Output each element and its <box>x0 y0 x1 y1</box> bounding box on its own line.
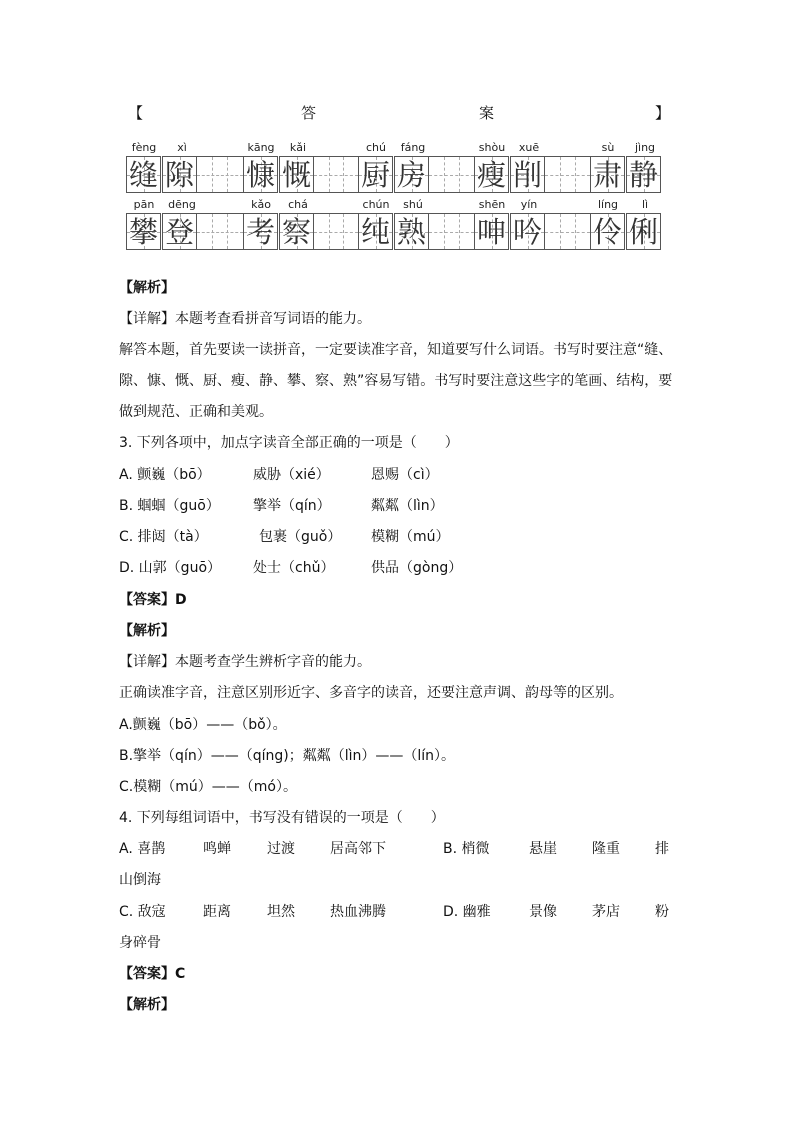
paragraph-line: 隙、慷、慨、厨、瘦、静、攀、察、熟”容易写错。书写时要注意这些字的笔画、结构，要 <box>119 373 673 389</box>
option-text: 茅店 <box>592 904 620 920</box>
option-text: 粉 <box>655 904 669 920</box>
hanzi: 肃 <box>592 158 622 192</box>
option-text: 鸣蝉 <box>203 841 231 857</box>
option-text: 包裹（guǒ） <box>259 529 342 545</box>
hanzi: 吟 <box>512 215 542 249</box>
pinyin: fáng <box>400 141 426 154</box>
hanzi: 缝 <box>128 158 158 192</box>
grid-gap <box>197 213 243 250</box>
pinyin: líng <box>597 198 619 211</box>
grid-gap <box>314 156 358 193</box>
char-box <box>279 156 314 193</box>
pinyin: chún <box>362 198 390 211</box>
pinyin: pān <box>133 198 155 211</box>
answer-word-1: 答 <box>301 104 317 122</box>
section-label-analysis: 【解析】 <box>119 280 175 296</box>
hanzi: 俐 <box>628 215 658 249</box>
answer-label: 【答案】D <box>119 592 187 608</box>
char-box <box>243 213 278 250</box>
pinyin-grid-row-2 <box>126 198 664 254</box>
hanzi: 慨 <box>281 158 311 192</box>
detail-text: 【详解】本题考查学生辨析字音的能力。 <box>119 654 371 670</box>
hanzi: 削 <box>512 158 542 192</box>
paragraph-line: 身碎骨 <box>119 935 161 951</box>
detail-text: 【详解】本题考查看拼音写词语的能力。 <box>119 311 371 327</box>
char-box <box>394 156 429 193</box>
paragraph-line: C.模糊（mú）——（mó）。 <box>119 779 297 795</box>
paragraph-line: 正确读准字音，注意区别形近字、多音字的读音，还要注意声调、韵母等的区别。 <box>119 685 623 701</box>
hanzi: 瘦 <box>476 158 506 192</box>
pinyin: shú <box>403 198 423 211</box>
pinyin: kāng <box>247 141 275 154</box>
pinyin: kǎo <box>251 198 271 211</box>
option-text: 景像 <box>529 904 557 920</box>
char-box <box>279 213 314 250</box>
char-box <box>126 213 161 250</box>
hanzi: 呻 <box>476 215 506 249</box>
option-text: C. 排闼（tà） <box>119 529 208 545</box>
char-box <box>394 213 429 250</box>
option-text: B. 梢微 <box>443 841 490 857</box>
char-box <box>162 156 197 193</box>
section-label-analysis: 【解析】 <box>119 997 175 1013</box>
pinyin: fèng <box>131 141 157 154</box>
grid-gap <box>545 156 590 193</box>
answer-word-2: 案 <box>479 104 495 122</box>
pinyin: sù <box>601 141 615 154</box>
char-box <box>162 213 197 250</box>
option-text: 悬崖 <box>529 841 557 857</box>
hanzi: 静 <box>628 158 658 192</box>
paragraph-line: 做到规范、正确和美观。 <box>119 404 273 420</box>
grid-gap <box>429 156 474 193</box>
option-text: C. 敌寇 <box>119 904 166 920</box>
hanzi: 考 <box>245 215 275 249</box>
pinyin-grid-row-1 <box>126 141 664 197</box>
hanzi: 厨 <box>360 158 390 192</box>
option-text: 供品（gòng） <box>371 560 463 576</box>
char-box <box>510 156 545 193</box>
char-box <box>474 156 509 193</box>
answer-header <box>128 102 670 124</box>
bracket-left: 【 <box>128 104 144 122</box>
char-box <box>590 213 625 250</box>
option-text: D. 山郭（guō） <box>119 560 222 576</box>
option-text: 热血沸腾 <box>330 904 386 920</box>
char-box <box>510 213 545 250</box>
hanzi: 登 <box>164 215 194 249</box>
hanzi: 慷 <box>245 158 275 192</box>
paragraph-line: 解答本题，首先要读一读拼音，一定要读准字音，知道要写什么词语。书写时要注意“缝、 <box>119 342 673 358</box>
option-text: 隆重 <box>592 841 620 857</box>
pinyin: lì <box>641 198 649 211</box>
option-text: 居高邻下 <box>330 841 386 857</box>
option-text: 排 <box>655 841 669 857</box>
hanzi: 攀 <box>128 215 158 249</box>
option-text: 坦然 <box>267 904 295 920</box>
option-text: 威胁（xié） <box>253 467 330 483</box>
option-text: 恩赐（cì） <box>371 467 439 483</box>
char-box <box>474 213 509 250</box>
char-box <box>590 156 625 193</box>
option-text: 过渡 <box>267 841 295 857</box>
char-box <box>626 213 661 250</box>
grid-gap <box>545 213 590 250</box>
option-text: 粼粼（lìn） <box>371 498 444 514</box>
option-text: 距离 <box>203 904 231 920</box>
paragraph-line: 山倒海 <box>119 872 161 888</box>
question-3: 3. 下列各项中，加点字读音全部正确的一项是（ ） <box>119 435 459 451</box>
option-text: D. 幽雅 <box>443 904 491 920</box>
option-text: A. 喜鹊 <box>119 841 166 857</box>
pinyin: yín <box>520 198 538 211</box>
option-text: A. 颤巍（bō） <box>119 467 211 483</box>
pinyin: shòu <box>478 141 506 154</box>
pinyin: dēng <box>168 198 196 211</box>
grid-gap <box>429 213 474 250</box>
hanzi: 熟 <box>396 215 426 249</box>
pinyin: chá <box>288 198 308 211</box>
pinyin: jìng <box>634 141 656 154</box>
bracket-right: 】 <box>654 104 670 122</box>
char-box <box>126 156 161 193</box>
hanzi: 伶 <box>592 215 622 249</box>
pinyin: xì <box>177 141 187 154</box>
hanzi: 纯 <box>360 215 390 249</box>
char-box <box>243 156 278 193</box>
paragraph-line: B.擎举（qín）——（qíng)；粼粼（lìn）——（lín）。 <box>119 748 456 764</box>
pinyin: xuē <box>518 141 540 154</box>
option-text: B. 蝈蝈（guō） <box>119 498 220 514</box>
answer-label: 【答案】C <box>119 966 186 982</box>
grid-gap <box>314 213 358 250</box>
section-label-analysis: 【解析】 <box>119 623 175 639</box>
pinyin: shēn <box>478 198 506 211</box>
hanzi: 隙 <box>164 158 194 192</box>
question-4: 4. 下列每组词语中，书写没有错误的一项是（ ） <box>119 810 445 826</box>
pinyin: chú <box>366 141 386 154</box>
hanzi: 房 <box>396 158 426 192</box>
pinyin: kǎi <box>289 141 307 154</box>
option-text: 模糊（mú） <box>371 529 450 545</box>
char-box <box>358 213 393 250</box>
hanzi: 察 <box>281 215 311 249</box>
option-text: 处士（chǔ） <box>253 560 335 576</box>
grid-gap <box>197 156 243 193</box>
char-box <box>626 156 661 193</box>
option-text: 擎举（qín） <box>253 498 331 514</box>
char-box <box>358 156 393 193</box>
paragraph-line: A.颤巍（bō）——（bǒ）。 <box>119 717 287 733</box>
